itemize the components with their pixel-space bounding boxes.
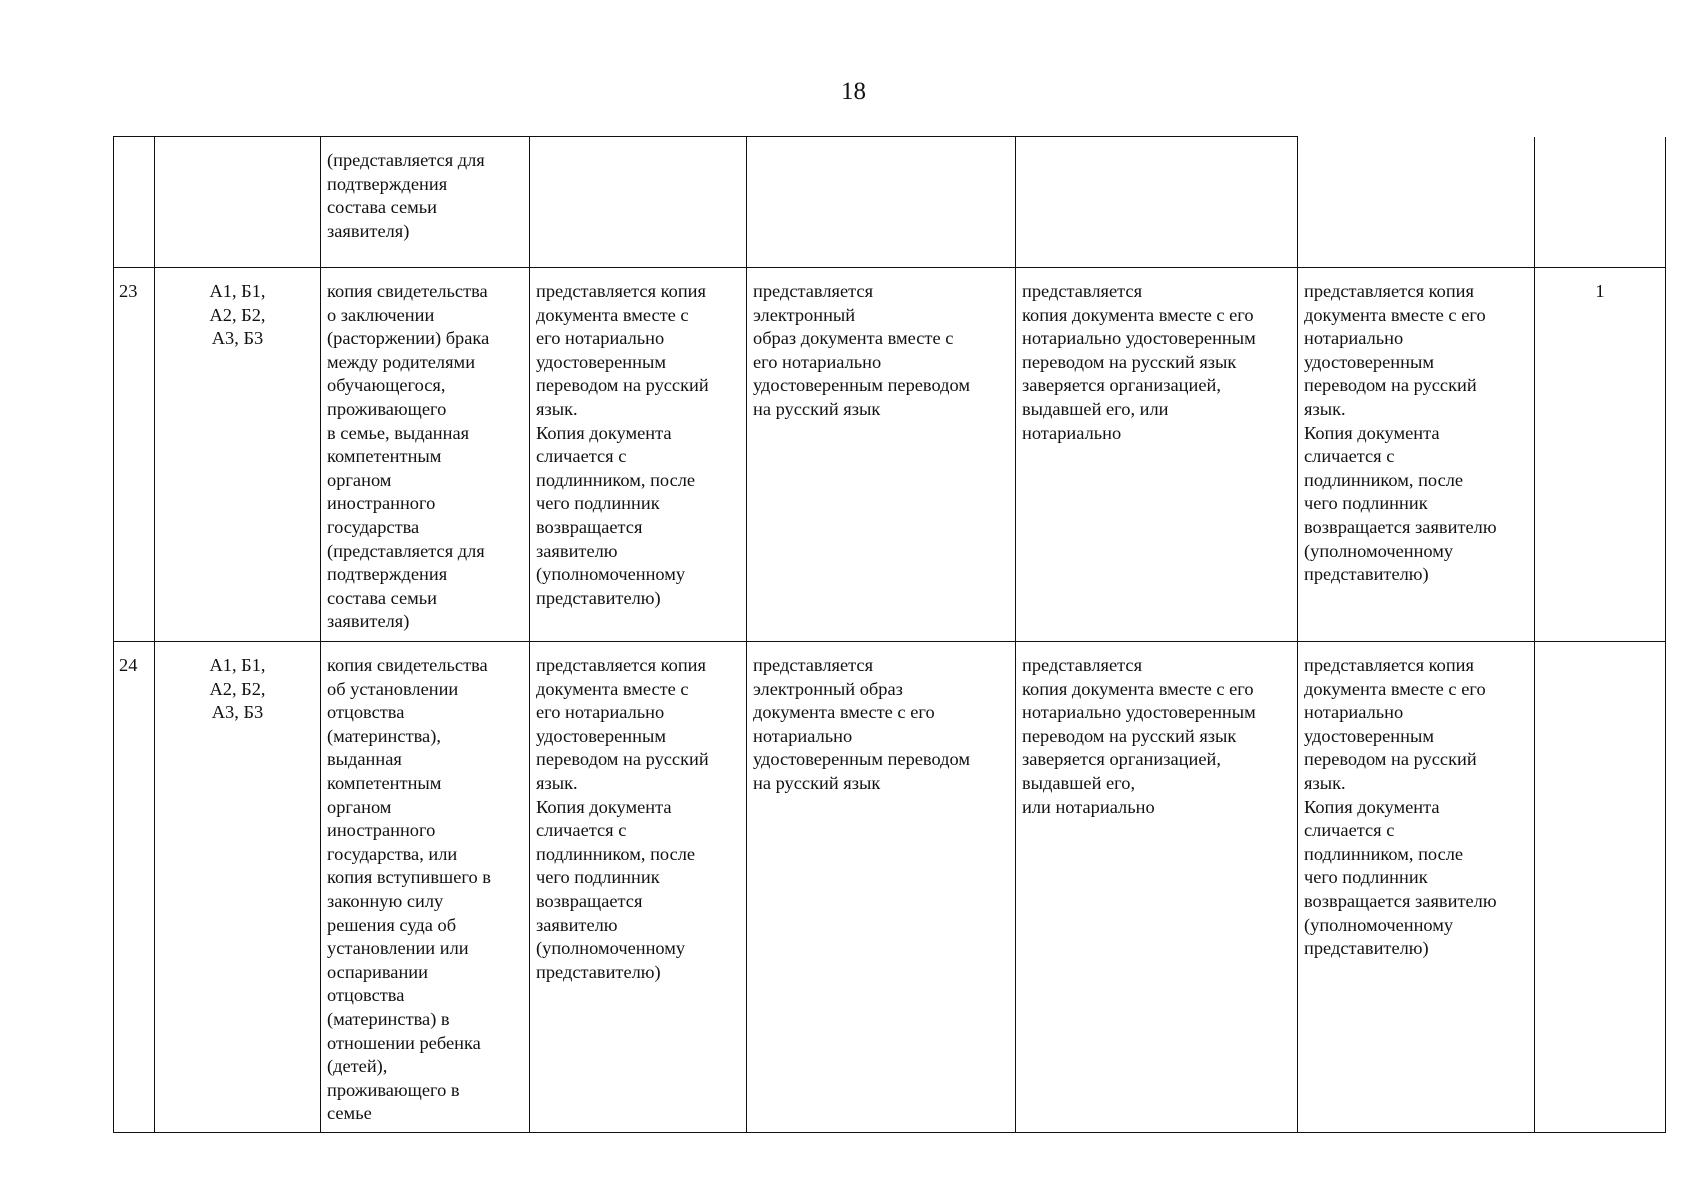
table-row [114, 642, 1666, 1133]
submission-by-mail-cell: представляется копия документа вместе с его нотариально удостоверенным переводом на русский язык заверяется организацией, выдавшей его, или нотариально [1016, 642, 1298, 1133]
quantity-cell [1535, 642, 1666, 1133]
submission-in-person-cell [530, 137, 747, 268]
document-name-cell: (представляется для подтверждения состава семьи заявителя) [321, 137, 530, 268]
submission-by-mail-cell: представляется копия документа вместе с его нотариально удостоверенным переводом на русский язык заверяется организацией, выдавшей его, или нотариально [1016, 268, 1298, 642]
table-row [114, 268, 1666, 642]
submission-electronic-cell [747, 137, 1016, 268]
category-codes-cell [155, 137, 321, 268]
table-row [114, 137, 1666, 268]
row-number-cell [114, 137, 155, 268]
submission-in-person-cell: представляется копия документа вместе с его нотариально удостоверенным переводом на русский язык. Копия документа сличается с подлинником, после чего подлинник возвращается заявителю (уполномоченному представителю) [530, 268, 747, 642]
document-name-cell: копия свидетельства об установлении отцовства (материнства), выданная компетентным органом иностранного государства, или копия вступившего в законную силу решения суда об установлении или оспаривании отцовства (материнства) в отношении ребенка (детей), проживающего в семье [321, 642, 530, 1133]
document-name-cell: копия свидетельства о заключении (расторжении) брака между родителями обучающегося, проживающего в семье, выданная компетентным органом иностранного государства (представляется для подтверждения состава семьи заявителя) [321, 268, 530, 642]
submission-in-person-cell: представляется копия документа вместе с его нотариально удостоверенным переводом на русский язык. Копия документа сличается с подлинником, после чего подлинник возвращается заявителю (уполномоченному представителю) [530, 642, 747, 1133]
submission-mfc-cell [1298, 137, 1535, 268]
category-codes-cell: А1, Б1, А2, Б2, А3, Б3 [155, 642, 321, 1133]
submission-mfc-cell: представляется копия документа вместе с его нотариально удостоверенным переводом на русский язык. Копия документа сличается с подлинником, после чего подлинник возвращается заявителю (уполномоченному представителю) [1298, 642, 1535, 1133]
documents-table [113, 136, 1666, 1133]
page-number: 18 [841, 78, 866, 105]
row-number-cell: 24 [114, 642, 155, 1133]
category-codes-cell: А1, Б1, А2, Б2, А3, Б3 [155, 268, 321, 642]
submission-mfc-cell: представляется копия документа вместе с его нотариально удостоверенным переводом на русский язык. Копия документа сличается с подлинником, после чего подлинник возвращается заявителю (уполномоченному представителю) [1298, 268, 1535, 642]
submission-by-mail-cell [1016, 137, 1298, 268]
submission-electronic-cell: представляется электронный образ документа вместе с его нотариально удостоверенным переводом на русский язык [747, 642, 1016, 1133]
submission-electronic-cell: представляется электронный образ документа вместе с его нотариально удостоверенным переводом на русский язык [747, 268, 1016, 642]
row-number-cell: 23 [114, 268, 155, 642]
quantity-cell: 1 [1535, 268, 1666, 642]
quantity-cell [1535, 137, 1666, 268]
